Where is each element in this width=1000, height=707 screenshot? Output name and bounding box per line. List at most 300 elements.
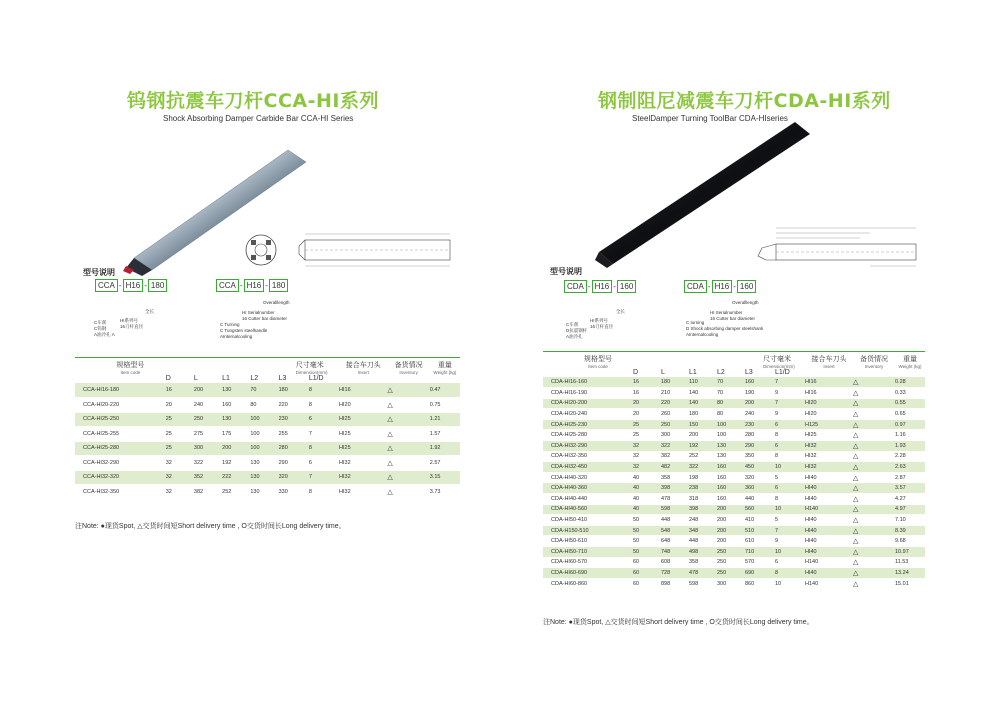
table-cell: △ — [853, 557, 895, 568]
table-cell: 498 — [689, 547, 717, 558]
right-legend1-cn: C车削 D抗震钢杆 A油冷孔 — [566, 322, 588, 339]
table-cell: 2.57 — [430, 456, 460, 471]
table-cell: 25 — [633, 419, 661, 430]
table-cell: CDA-HI25-280 — [543, 430, 633, 441]
table-cell: 398 — [689, 504, 717, 515]
right-model-label: 型号说明 — [550, 267, 582, 276]
table-cell: 322 — [661, 441, 689, 452]
table-cell: CDA-HI40-560 — [543, 504, 633, 515]
table-cell: 198 — [689, 472, 717, 483]
code-length: 180 — [148, 279, 167, 292]
table-cell: 748 — [661, 547, 689, 558]
table-cell: 80 — [250, 398, 278, 413]
table-row — [543, 504, 925, 515]
table-cell: HI40 — [805, 547, 853, 558]
table-cell: CCA-HI32-350 — [75, 485, 166, 500]
table-cell: 230 — [279, 412, 309, 427]
table-cell: 2.63 — [895, 462, 925, 473]
table-cell: 2.87 — [895, 472, 925, 483]
table-cell: 150 — [689, 419, 717, 430]
table-cell: 510 — [745, 525, 775, 536]
table-cell: 40 — [633, 504, 661, 515]
table-cell: 7 — [775, 377, 805, 388]
table-cell: H140 — [805, 557, 853, 568]
table-cell: 130 — [250, 456, 278, 471]
table-cell: 15.01 — [895, 578, 925, 589]
table-cell: HI40 — [805, 536, 853, 547]
table-cell: 250 — [717, 557, 745, 568]
table-cell: 140 — [689, 388, 717, 399]
table-cell: 6 — [775, 419, 805, 430]
table-row — [75, 441, 460, 456]
table-cell: 450 — [745, 462, 775, 473]
left-model-label: 型号说明 — [83, 268, 115, 277]
table-cell: 140 — [689, 398, 717, 409]
left-note: 注Note: ●现货Spot, △交货时间短Short delivery time , O交货时间长Long delivery time。 — [75, 523, 346, 530]
table-cell: △ — [853, 398, 895, 409]
table-cell: 0.28 — [895, 377, 925, 388]
table-cell: 220 — [661, 398, 689, 409]
table-cell: △ — [853, 547, 895, 558]
table-row — [75, 398, 460, 413]
table-cell: H140 — [805, 578, 853, 589]
table-row — [543, 419, 925, 430]
table-cell: 6 — [775, 441, 805, 452]
left-legend1-mid: HI系列号 16刀杆直径 — [120, 318, 144, 329]
table-cell: CCA-HI25-280 — [75, 441, 166, 456]
table-cell: △ — [853, 462, 895, 473]
table-row — [75, 470, 460, 485]
table-cell: 222 — [222, 470, 250, 485]
table-cell: HI32 — [339, 485, 387, 500]
table-row — [543, 557, 925, 568]
table-cell: 180 — [279, 383, 309, 398]
table-cell: 160 — [717, 462, 745, 473]
table-cell: 9 — [775, 536, 805, 547]
col-d: D — [165, 375, 171, 382]
table-cell: 478 — [661, 494, 689, 505]
col-dim: 尺寸毫米 Dimension(mm) — [763, 356, 795, 369]
table-cell: 190 — [745, 388, 775, 399]
table-cell: 0.75 — [430, 398, 460, 413]
table-cell: 250 — [717, 547, 745, 558]
table-cell: 7 — [775, 525, 805, 536]
table-cell: 130 — [250, 470, 278, 485]
right-legend2-mid: HI Serialnumber 16 Cutter bar diameter — [710, 310, 756, 321]
table-cell: 320 — [279, 470, 309, 485]
left-code-box-1: CCA - H16 - 180 — [95, 279, 167, 292]
table-cell: 350 — [745, 451, 775, 462]
table-row — [543, 398, 925, 409]
table-cell: 710 — [745, 547, 775, 558]
table-cell: HI40 — [805, 568, 853, 579]
table-cell: HI20 — [805, 409, 853, 420]
table-cell: 320 — [745, 472, 775, 483]
table-cell: 10.97 — [895, 547, 925, 558]
table-cell: △ — [853, 451, 895, 462]
table-cell: HI16 — [339, 383, 387, 398]
table-cell: CDA-HI32-350 — [543, 451, 633, 462]
right-table-top-rule — [543, 351, 925, 352]
table-row — [543, 536, 925, 547]
table-row — [543, 451, 925, 462]
table-cell: 482 — [661, 462, 689, 473]
table-cell: 410 — [745, 515, 775, 526]
table-cell: 70 — [250, 383, 278, 398]
table-cell: 100 — [717, 419, 745, 430]
left-code-box-2: CCA - H16 - 180 — [216, 279, 288, 292]
right-code-box-2: CDA - H16 - 160 — [684, 280, 756, 293]
left-legend1-cn: C车削 C钨钢 A油冷孔 A — [94, 320, 115, 337]
table-cell: CDA-HI25-230 — [543, 419, 633, 430]
table-cell: CCA-HI20-220 — [75, 398, 166, 413]
table-cell: △ — [853, 525, 895, 536]
table-cell: 160 — [717, 494, 745, 505]
table-row — [543, 441, 925, 452]
table-cell: CDA-HI50-710 — [543, 547, 633, 558]
table-cell: 0.55 — [895, 398, 925, 409]
table-row — [543, 483, 925, 494]
table-cell: 290 — [745, 441, 775, 452]
table-cell: HI20 — [805, 398, 853, 409]
table-cell: 5 — [775, 515, 805, 526]
table-cell: 360 — [745, 483, 775, 494]
table-cell: 60 — [633, 568, 661, 579]
table-cell: △ — [387, 412, 429, 427]
table-cell: 10 — [775, 578, 805, 589]
table-cell: 478 — [689, 568, 717, 579]
col-dim: 尺寸毫米 Dimension(mm) — [295, 362, 328, 375]
table-cell: CDA-HI20-240 — [543, 409, 633, 420]
table-cell: 608 — [661, 557, 689, 568]
table-cell: △ — [853, 377, 895, 388]
code-diameter: H16 — [123, 279, 144, 292]
table-cell: 40 — [633, 483, 661, 494]
right-legend1-right: 全长 — [616, 309, 625, 314]
table-cell: 570 — [745, 557, 775, 568]
col-l: L — [661, 369, 665, 376]
table-row — [543, 578, 925, 589]
table-cell: 3.73 — [430, 485, 460, 500]
table-cell: 130 — [717, 441, 745, 452]
table-cell: HI25 — [339, 441, 387, 456]
table-cell: 192 — [222, 456, 250, 471]
table-cell: 180 — [689, 409, 717, 420]
table-cell: 300 — [717, 578, 745, 589]
table-cell: 175 — [222, 427, 250, 442]
table-cell: 6 — [775, 483, 805, 494]
table-row — [75, 412, 460, 427]
table-cell: 9 — [775, 388, 805, 399]
table-row — [543, 388, 925, 399]
table-cell: 25 — [166, 441, 194, 456]
table-cell: 448 — [689, 536, 717, 547]
left-legend2-right: Overalllength — [263, 300, 290, 305]
col-l1: L1 — [689, 369, 697, 376]
left-title-en: Shock Absorbing Damper Carbide Bar CCA-HI Series — [163, 114, 354, 123]
table-cell: 10 — [775, 462, 805, 473]
table-cell: 238 — [689, 483, 717, 494]
table-cell: 300 — [194, 441, 222, 456]
right-legend1-mid: HI系列号 16刀杆直径 — [590, 318, 614, 329]
table-cell: 250 — [661, 419, 689, 430]
table-cell: CDA-HI16-160 — [543, 377, 633, 388]
table-cell: 32 — [633, 451, 661, 462]
table-cell: 382 — [661, 451, 689, 462]
cca-technical-drawing — [243, 222, 453, 282]
table-cell: 220 — [279, 398, 309, 413]
table-cell: 130 — [222, 412, 250, 427]
col-insert: 接合车刀头 Insert — [811, 356, 847, 369]
table-cell: 10 — [775, 504, 805, 515]
table-cell: 200 — [717, 536, 745, 547]
table-cell: 352 — [194, 470, 222, 485]
table-cell: 5 — [775, 472, 805, 483]
table-cell: 40 — [633, 494, 661, 505]
table-cell: CDA-H150-510 — [543, 525, 633, 536]
table-cell: 32 — [166, 485, 194, 500]
table-cell: 0.33 — [895, 388, 925, 399]
table-cell: CDA-HI60-860 — [543, 578, 633, 589]
col-d: D — [633, 369, 639, 376]
table-cell: △ — [853, 472, 895, 483]
table-row — [543, 377, 925, 388]
table-cell: △ — [853, 409, 895, 420]
table-cell: CCA-HI32-290 — [75, 456, 166, 471]
table-cell: 8 — [309, 485, 339, 500]
table-cell: △ — [853, 578, 895, 589]
table-cell: CDA-HI50-410 — [543, 515, 633, 526]
right-note: 注Note: ●现货Spot, △交货时间短Short delivery time , O交货时间长Long delivery time。 — [543, 619, 814, 626]
table-cell: 130 — [250, 485, 278, 500]
right-legend2-en: C turning D Shock absorbing damper steelshank AInternalcooling — [686, 320, 764, 337]
table-cell: 60 — [633, 557, 661, 568]
table-cell: 250 — [194, 412, 222, 427]
table-cell: HI32 — [805, 441, 853, 452]
table-cell: HI32 — [339, 456, 387, 471]
table-cell: 70 — [717, 377, 745, 388]
table-cell: 8 — [775, 451, 805, 462]
table-cell: △ — [387, 398, 429, 413]
table-cell: 16 — [633, 377, 661, 388]
table-cell: 200 — [717, 525, 745, 536]
table-cell: 318 — [689, 494, 717, 505]
table-cell: 130 — [222, 383, 250, 398]
table-cell: 2.28 — [895, 451, 925, 462]
table-cell: 20 — [633, 398, 661, 409]
table-cell: 1.21 — [430, 412, 460, 427]
table-cell: 448 — [661, 515, 689, 526]
table-cell: 648 — [661, 536, 689, 547]
table-cell: 322 — [194, 456, 222, 471]
table-cell: 200 — [194, 383, 222, 398]
table-cell: 32 — [166, 470, 194, 485]
table-cell: 252 — [222, 485, 250, 500]
table-cell: 230 — [745, 419, 775, 430]
table-cell: 250 — [717, 568, 745, 579]
table-cell: 32 — [166, 456, 194, 471]
table-row — [543, 525, 925, 536]
col-inventory: 备货情况 Inventory — [860, 356, 888, 369]
table-cell: 16 — [633, 388, 661, 399]
col-l1-d: L1/D — [775, 369, 790, 376]
table-cell: CDA-HI40-440 — [543, 494, 633, 505]
table-cell: 860 — [745, 578, 775, 589]
table-cell: 255 — [279, 427, 309, 442]
table-cell: 50 — [633, 515, 661, 526]
col-l3: L3 — [745, 369, 753, 376]
table-cell: HI32 — [339, 470, 387, 485]
table-cell: 7 — [775, 398, 805, 409]
col-weight: 重量 Weight (kg) — [898, 356, 922, 369]
table-cell: CCA-HI25-250 — [75, 412, 166, 427]
table-cell: HI40 — [805, 483, 853, 494]
table-cell: △ — [387, 383, 429, 398]
table-cell: 598 — [689, 578, 717, 589]
table-cell: CDA-HI60-570 — [543, 557, 633, 568]
table-cell: HI40 — [805, 525, 853, 536]
table-cell: 7.10 — [895, 515, 925, 526]
table-cell: 728 — [661, 568, 689, 579]
table-cell: 690 — [745, 568, 775, 579]
col-l3: L3 — [278, 375, 287, 382]
right-spec-table — [543, 356, 925, 589]
table-cell: 260 — [661, 409, 689, 420]
table-row — [75, 456, 460, 471]
table-cell: CDA-HI32-450 — [543, 462, 633, 473]
table-cell: H125 — [805, 419, 853, 430]
table-cell: 200 — [745, 398, 775, 409]
table-cell: 100 — [250, 427, 278, 442]
table-cell: HI16 — [805, 377, 853, 388]
table-cell: 50 — [633, 547, 661, 558]
left-legend2-en: C Turning C Tungsten steelhandle AInternalcooling — [220, 322, 268, 339]
table-cell: 80 — [717, 398, 745, 409]
table-cell: 160 — [717, 472, 745, 483]
table-cell: 160 — [745, 377, 775, 388]
table-row — [543, 494, 925, 505]
table-cell: 300 — [661, 430, 689, 441]
table-row — [543, 547, 925, 558]
table-cell: △ — [853, 483, 895, 494]
table-cell: △ — [853, 419, 895, 430]
table-cell: 25 — [166, 427, 194, 442]
table-cell: 40 — [633, 472, 661, 483]
table-cell: 7 — [309, 427, 339, 442]
table-cell: △ — [387, 470, 429, 485]
table-cell: 13.24 — [895, 568, 925, 579]
table-cell: 100 — [717, 430, 745, 441]
table-cell: 1.93 — [895, 441, 925, 452]
table-cell: 200 — [222, 441, 250, 456]
table-row — [543, 409, 925, 420]
table-cell: HI40 — [805, 494, 853, 505]
table-cell: 32 — [633, 441, 661, 452]
table-cell: △ — [387, 485, 429, 500]
table-cell: 3.15 — [430, 470, 460, 485]
table-cell: 8 — [309, 441, 339, 456]
right-code-box-1: CDA - H16 - 160 — [564, 280, 636, 293]
col-code: 规格型号 Item code — [584, 356, 612, 369]
table-row — [543, 472, 925, 483]
table-cell: 240 — [745, 409, 775, 420]
table-cell: 440 — [745, 494, 775, 505]
col-inventory: 备货情况 Inventory — [394, 362, 423, 375]
table-cell: 100 — [250, 441, 278, 456]
table-cell: CCA-HI16-180 — [75, 383, 166, 398]
table-cell: 8 — [775, 430, 805, 441]
table-row — [75, 427, 460, 442]
table-cell: 280 — [745, 430, 775, 441]
table-cell: 6 — [309, 456, 339, 471]
table-cell: CDA-HI32-290 — [543, 441, 633, 452]
table-cell: △ — [387, 441, 429, 456]
table-cell: △ — [853, 430, 895, 441]
table-cell: 25 — [166, 412, 194, 427]
left-title-cn: 钨钢抗震车刀杆CCA-HI系列 — [127, 90, 379, 112]
table-cell: 8 — [309, 398, 339, 413]
table-cell: 358 — [689, 557, 717, 568]
col-l: L — [193, 375, 198, 382]
table-cell: 50 — [633, 536, 661, 547]
table-cell: HI40 — [805, 515, 853, 526]
table-row — [543, 515, 925, 526]
table-cell: 6 — [775, 557, 805, 568]
table-cell: 70 — [717, 388, 745, 399]
table-cell: 4.27 — [895, 494, 925, 505]
table-cell: 25 — [633, 430, 661, 441]
table-cell: 20 — [633, 409, 661, 420]
table-cell: 252 — [689, 451, 717, 462]
code-series: CCA — [95, 279, 118, 292]
table-cell: 20 — [166, 398, 194, 413]
table-cell: 1.16 — [895, 430, 925, 441]
table-cell: 0.65 — [895, 409, 925, 420]
table-cell: CDA-HI40-360 — [543, 483, 633, 494]
col-code: 规格型号 Item code — [116, 362, 145, 375]
table-cell: △ — [387, 456, 429, 471]
table-cell: 598 — [661, 504, 689, 515]
table-cell: HI25 — [339, 427, 387, 442]
table-cell: 290 — [279, 456, 309, 471]
table-cell: 560 — [745, 504, 775, 515]
table-cell: HI16 — [805, 388, 853, 399]
table-cell: 322 — [689, 462, 717, 473]
table-cell: 548 — [661, 525, 689, 536]
table-cell: 8 — [309, 383, 339, 398]
table-cell: 9 — [775, 409, 805, 420]
table-cell: 348 — [689, 525, 717, 536]
table-cell: 898 — [661, 578, 689, 589]
table-cell: 7 — [309, 470, 339, 485]
table-cell: 280 — [279, 441, 309, 456]
table-row — [75, 383, 460, 398]
table-cell: △ — [387, 427, 429, 442]
table-cell: 192 — [689, 441, 717, 452]
table-cell: 200 — [689, 430, 717, 441]
table-row — [543, 568, 925, 579]
table-cell: 200 — [717, 504, 745, 515]
table-cell: 382 — [194, 485, 222, 500]
table-cell: 32 — [633, 462, 661, 473]
col-l1: L1 — [222, 375, 230, 382]
table-cell: 9.68 — [895, 536, 925, 547]
table-cell: 275 — [194, 427, 222, 442]
table-cell: 248 — [689, 515, 717, 526]
table-cell: 160 — [222, 398, 250, 413]
left-legend1-right: 全长 — [145, 309, 154, 314]
right-title-en: SteelDamper Turning ToolBar CDA-HIseries — [632, 114, 788, 123]
